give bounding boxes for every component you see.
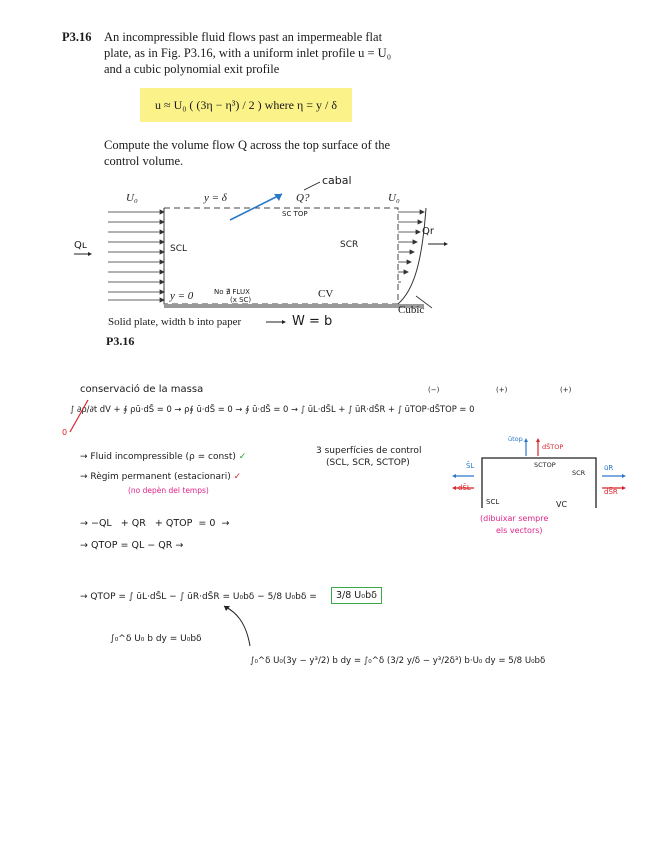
cv-label-dsr: dS̄R	[604, 488, 618, 496]
zero-strike-mark	[66, 396, 90, 440]
sign-plus-1: (+)	[496, 386, 508, 394]
problem-text-line-1: An incompressible fluid flows past an impermeable flat	[104, 30, 383, 44]
final-equation: → QTOP = ∫ ūL·dS̄L − ∫ ūR·dS̄R = U₀bδ − 5/8 U₀bδ =	[80, 592, 317, 602]
exit-profile-formula: u ≈ U₀ ( (3η − η³) / 2 ) where η = y / δ	[140, 88, 352, 122]
final-result-box: 3/8 U₀bδ	[331, 587, 382, 604]
note-regim	[80, 472, 241, 483]
cv-label-sl: S̄L	[466, 462, 475, 470]
integral-left: ∫₀^δ U₀ b dy = U₀bδ	[110, 634, 202, 644]
label-ql: Qʟ	[74, 240, 87, 251]
problem-text-line-3: and a cubic polynomial exit profile	[104, 62, 280, 76]
cv-label-ur: ūR	[604, 464, 614, 472]
sign-minus: (−)	[428, 386, 440, 394]
zero-mark: 0	[62, 428, 68, 437]
label-scr: SCR	[340, 240, 359, 250]
figure-label: P3.16	[106, 334, 135, 348]
label-qr: Qr	[422, 226, 434, 237]
label-q-top: Q?	[296, 192, 310, 204]
inlet-arrows	[108, 210, 164, 302]
cv-label-dsl: dS̄L	[458, 484, 471, 492]
label-sc-top: SC TOP	[282, 210, 308, 218]
label-scl: SCL	[170, 244, 188, 254]
label-y-zero: y = 0	[170, 290, 194, 302]
question-line-2: control volume.	[104, 154, 184, 168]
label-no-flux-sub: (x SC)	[230, 296, 252, 304]
mass-equation: ∫ ∂ρ/∂t dV + ∮ ρū·dS̄ = 0 → ρ∮ ū·dS̄ = 0 → ∮ ū·dS̄ = 0 → ∫ ūL·dS̄L + ∫ ūR·dS̄R + ∫ ūTOP·dS̄TOP = 0	[70, 404, 475, 414]
problem-text-line-2: plate, as in Fig. P3.16, with a uniform inlet profile u = U₀	[104, 46, 392, 60]
note-dibuixar-1: (dibuixar sempre	[480, 514, 549, 523]
outlet-arrows	[398, 210, 424, 282]
label-y-delta: y = δ	[204, 192, 227, 204]
label-cubic: Cubic	[398, 304, 425, 316]
cv-label-scr: SCR	[572, 469, 586, 477]
cv-label-dstop: dS̄TOP	[542, 443, 564, 451]
note-no-depen: (no depèn del temps)	[128, 486, 209, 495]
note-fluid-incomp	[80, 452, 246, 463]
curved-arrow	[216, 600, 256, 650]
note-three-surfaces-1: 3 superfícies de control	[316, 446, 422, 456]
problem-number: P3.16	[62, 30, 92, 44]
check-mark-2: ✓	[230, 472, 242, 482]
note-conservacio: conservació de la massa	[80, 384, 204, 395]
note-regim-text: → Règim permanent (estacionari)	[80, 472, 231, 482]
label-w-eq-b: W = b	[292, 314, 333, 329]
integral-right: ∫₀^δ U₀(3y − y³/2) b dy = ∫₀^δ (3/2 y/δ − y³/2δ³) b·U₀ dy = 5/8 U₀bδ	[250, 656, 546, 666]
cv-label-vc: VC	[556, 500, 568, 509]
note-three-surfaces-2: (SCL, SCR, SCTOP)	[326, 458, 410, 468]
label-cabal: cabal	[322, 174, 352, 187]
question-line-1: Compute the volume flow Q across the top surface of the	[104, 138, 391, 152]
cv-label-scl: SCL	[486, 498, 500, 506]
eq-qtop: → QTOP = QL − QR →	[80, 540, 184, 551]
note-fluid-incomp-text: → Fluid incompressible (ρ = const)	[80, 452, 236, 462]
label-cv: CV	[318, 288, 334, 300]
label-u0-outlet: U₀	[388, 192, 400, 204]
sign-plus-2: (+)	[560, 386, 572, 394]
figure-caption: Solid plate, width b into paper	[108, 316, 242, 328]
cv-label-sctop: SCTOP	[534, 461, 556, 469]
check-mark-1: ✓	[235, 452, 247, 462]
note-dibuixar-2: els vectors)	[496, 526, 543, 535]
cv-label-utop: ūtop	[508, 435, 523, 443]
label-u0-inlet: U₀	[126, 192, 138, 204]
eq-sum: → −QL + QR + QTOP = 0 →	[80, 518, 230, 529]
label-no-flux: No ∄ FLUX	[214, 288, 250, 296]
